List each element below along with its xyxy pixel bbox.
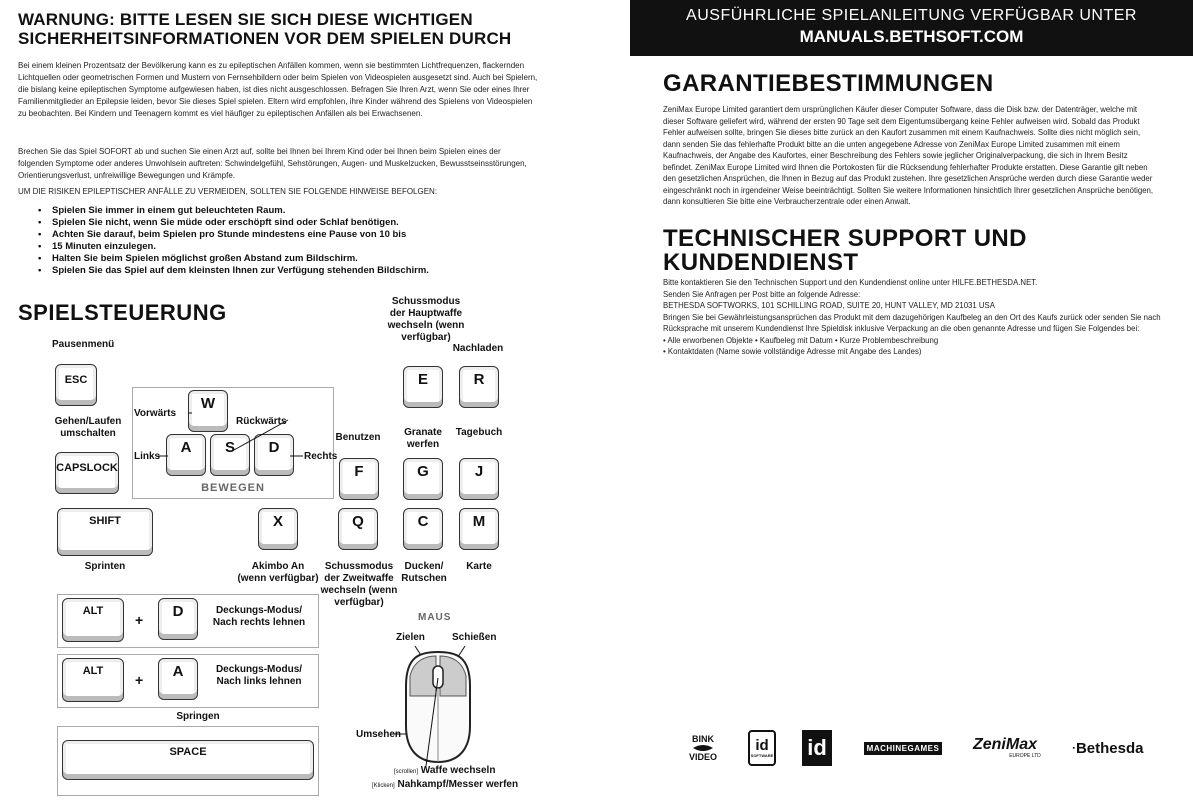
shift-key: SHIFT	[57, 508, 153, 556]
support-line: Rücksprache mit unserem Kundendienst Ihre Spieldisk inklusive Verpackung an die oben genannte Adresse und fügen Sie Folgendes bei:	[663, 324, 1140, 333]
g-key: G	[403, 458, 443, 500]
manual-banner	[630, 0, 1193, 56]
machinegames-logo: MACHINEGAMES	[864, 730, 942, 766]
right-page	[596, 0, 1193, 800]
bink-video-logo: BINK VIDEO	[688, 734, 717, 762]
forward-label: Vorwärts	[134, 408, 177, 419]
j-label: Tagebuch	[455, 427, 503, 438]
bink-icon	[691, 744, 715, 752]
support-line: Bringen Sie bei Gewährleistungsansprüchen das Produkt mit dem dazugehörigen Kaufbeleg an den Ort des Kaufs zurück oder senden Sie nach	[663, 312, 1161, 322]
controls-title: SPIELSTEUERUNG	[18, 300, 227, 325]
support-line: Senden Sie Anfragen per Post bitte an folgende Adresse:	[663, 289, 861, 299]
support-text	[663, 277, 1161, 358]
w-key: W	[188, 390, 228, 432]
list-item: • Spielen Sie immer in einem gut beleuchteten Raum.	[38, 205, 478, 217]
list-item: • Halten Sie beim Spielen möglichst großen Abstand zum Bildschirm.	[38, 253, 478, 265]
right-label: Rechts	[304, 451, 338, 462]
guarantee-text: ZeniMax Europe Limited garantiert dem ursprünglichen Käufer dieser Computer Software, dass die Disk bzw. der Datenträger, welche mit dieser Software geliefert wird, während der ersten 90 Tage seit dem Eigentumsübergang keine Fehler aufweisen wird. Sobald das Produkt Fehler aufweisen sollte, bringen Sie dieses bitte zurück an den Kaufort zusammen mit einem Kaufnachweis. Sollte dies nicht möglich sein, dann senden Sie das fehlerhafte Produkt bitte an die unten angegebene Adresse von ZeniMax Europe Limited zusammen mit einem Kaufnachweis, der Angabe des Kaufortes, einer Beschreibung des Fehlers sowie jeglicher Originalverpackung, die sich in Ihrem Besitz befindet. ZeniMax Europe Limited wird Ihnen die Portokosten für die Rücksendung fehlerhafter Produkte erstatten. Diese Garantie gilt neben den gesetzlichen Ansprüchen, die Ihnen in Bezug auf das Produkt zustehen. Ihre gesetzlichen Ansprüche werden durch diese Garantie weder eingeschränkt noch in irgendeiner Weise beeinträchtigt. Sollten Sie weitere Informationen hinsichtlich Ihrer gesetzlichen Ansprüche benötigen, dann konsultieren Sie bitte eine Verbraucherzentrale oder einen Anwalt.	[663, 105, 1154, 206]
move-label: BEWEGEN	[201, 482, 265, 494]
shift-label: Sprinten	[84, 561, 126, 572]
support-line: Bitte kontaktieren Sie den Technischen Support und den Kundendienst online unter HILFE.BETHESDA.NET.	[663, 278, 1038, 287]
warning-bullet-list	[38, 205, 478, 277]
m-label: Karte	[466, 561, 492, 572]
esc-label: Pausenmenü	[52, 339, 115, 350]
support-line: • Alle erworbenen Objekte • Kaufbeleg mit Datum • Kurze Problembeschreibung	[663, 335, 939, 345]
left-page	[0, 0, 596, 800]
jump-label: Springen	[176, 711, 220, 722]
aim-label: Zielen	[396, 632, 425, 643]
q-label: Schussmodus der Zweitwaffe wechseln (wenn verfügbar)	[320, 561, 398, 608]
mouse-section-label: MAUS	[418, 612, 452, 623]
capslock-label: Gehen/Laufen umschalten	[54, 416, 122, 439]
g-label: Granate werfen	[404, 427, 442, 450]
backward-label: Rückwärts	[236, 416, 287, 427]
scroll-label: [scrollen] Waffe wechseln	[394, 765, 496, 776]
combo2-label: Deckungs-Modus/ Nach links lehnen	[215, 664, 303, 687]
f-key: F	[339, 458, 379, 500]
d-key: D	[254, 434, 294, 476]
a-key: A	[166, 434, 206, 476]
banner-url: MANUALS.BETHSOFT.COM	[799, 27, 1024, 46]
bethesda-logo: ▪ Bethesda	[1072, 739, 1144, 757]
q-key: Q	[338, 508, 378, 550]
guarantee-title: GARANTIEBESTIMMUNGEN	[663, 70, 994, 97]
id-software-logo-2: id	[802, 730, 832, 766]
capslock-key: CAPSLOCK	[55, 452, 119, 494]
plus-sign: +	[135, 612, 144, 628]
warning-paragraph-1: Bei einem kleinen Prozentsatz der Bevölkerung kann es zu epileptischen Anfällen kommen, wenn sie bestimmten Lichtfrequenzen, flackernden Lichtquellen oder geometrischen Formen und Mustern von Fernsehbildern oder beim Spielen von Videospielen ausgesetzt sind. Auch bei Spielern, die bislang keine epileptischen Symptome aufgewiesen haben, ist dies nicht ausgeschlossen. Befragen Sie Ihren Arzt, wenn Sie oder eines Ihrer Familienmitglieder an Epilepsie leiden, bevor Sie dieses Spiel spielen. Eltern wird empfohlen, ihre Kinder während des Spielens von Videospielen zu beobachten. Bei Kindern und Teenagern kommt es viel häufiger zu epileptischen Anfällen als bei Erwachsenen.	[18, 61, 538, 118]
plus-sign: +	[135, 672, 144, 688]
a-key-combo: A	[158, 658, 198, 700]
move-connector-lines	[130, 400, 340, 470]
s-key: S	[210, 434, 250, 476]
shoot-label: Schießen	[452, 632, 497, 643]
look-label: Umsehen	[356, 729, 402, 740]
c-key: C	[403, 508, 443, 550]
bethesda-mark-icon: ▪	[1072, 744, 1075, 752]
r-key: R	[459, 366, 499, 408]
list-item: • Spielen Sie nicht, wenn Sie müde oder erschöpft sind oder Schlaf benötigen.	[38, 217, 478, 229]
list-item: • Achten Sie darauf, beim Spielen pro Stunde mindestens eine Pause von 10 bis	[38, 229, 478, 241]
banner-line-1: AUSFÜHRLICHE SPIELANLEITUNG VERFÜGBAR UNTER	[686, 7, 1137, 24]
id-software-logo-1: id SOFTWARE	[748, 730, 776, 766]
combo1-label: Deckungs-Modus/ Nach rechts lehnen	[212, 605, 306, 628]
warning-title: WARNUNG: BITTE LESEN SIE SICH DIESE WICHTIGEN SICHERHEITSINFORMATIONEN VOR DEM SPIELEN DURCH	[18, 10, 512, 48]
support-line: BETHESDA SOFTWORKS, 101 SCHILLING ROAD, SUITE 20, HUNT VALLEY, MD 21031 USA	[663, 301, 995, 310]
e-label: Schussmodus der Hauptwaffe wechseln (wenn verfügbar)	[387, 296, 465, 343]
r-label: Nachladen	[452, 343, 504, 354]
warning-paragraph-2: Brechen Sie das Spiel SOFORT ab und suchen Sie einen Arzt auf, sollte bei Ihnen bei Ihrem Kind oder bei Ihnen beim Spielen eines der folgenden Symptome oder anderes Unwohlsein auftreten: Schwindelgefühl, Sehstörungen, Augen- und Muskelzucken, Bewusstseinsstörungen, Orientierungsverlust, unfreiwillige Bewegungen und Krämpfe.	[18, 147, 527, 180]
c-label: Ducken/ Rutschen	[401, 561, 447, 584]
zenimax-logo: ZeniMax EUROPE LTD	[972, 736, 1041, 759]
e-key: E	[403, 366, 443, 408]
list-item: • 15 Minuten einzulegen.	[38, 241, 478, 253]
mouse-icon	[360, 626, 500, 766]
warning-caps-line: UM DIE RISIKEN EPILEPTISCHER ANFÄLLE ZU VERMEIDEN, SOLLTEN SIE FOLGENDE HINWEISE BEFOLGEN:	[18, 187, 438, 196]
esc-key: ESC	[55, 364, 97, 406]
x-key: X	[258, 508, 298, 550]
alt-key: ALT	[62, 598, 124, 642]
d-key-combo: D	[158, 598, 198, 640]
left-label: Links	[134, 451, 161, 462]
alt-key: ALT	[62, 658, 124, 702]
x-label: Akimbo An (wenn verfügbar)	[237, 561, 319, 584]
j-key: J	[459, 458, 499, 500]
click-label: [Klicken] Nahkampf/Messer werfen	[372, 779, 519, 790]
support-line: • Kontaktdaten (Name sowie vollständige Adresse mit Angabe des Landes)	[663, 347, 922, 356]
support-title: TECHNISCHER SUPPORT UND KUNDENDIENST	[663, 225, 1027, 276]
f-label: Benutzen	[335, 432, 381, 443]
space-key: SPACE	[62, 740, 314, 780]
list-item: • Spielen Sie das Spiel auf dem kleinsten Ihnen zur Verfügung stehenden Bildschirm.	[38, 265, 478, 277]
m-key: M	[459, 508, 499, 550]
